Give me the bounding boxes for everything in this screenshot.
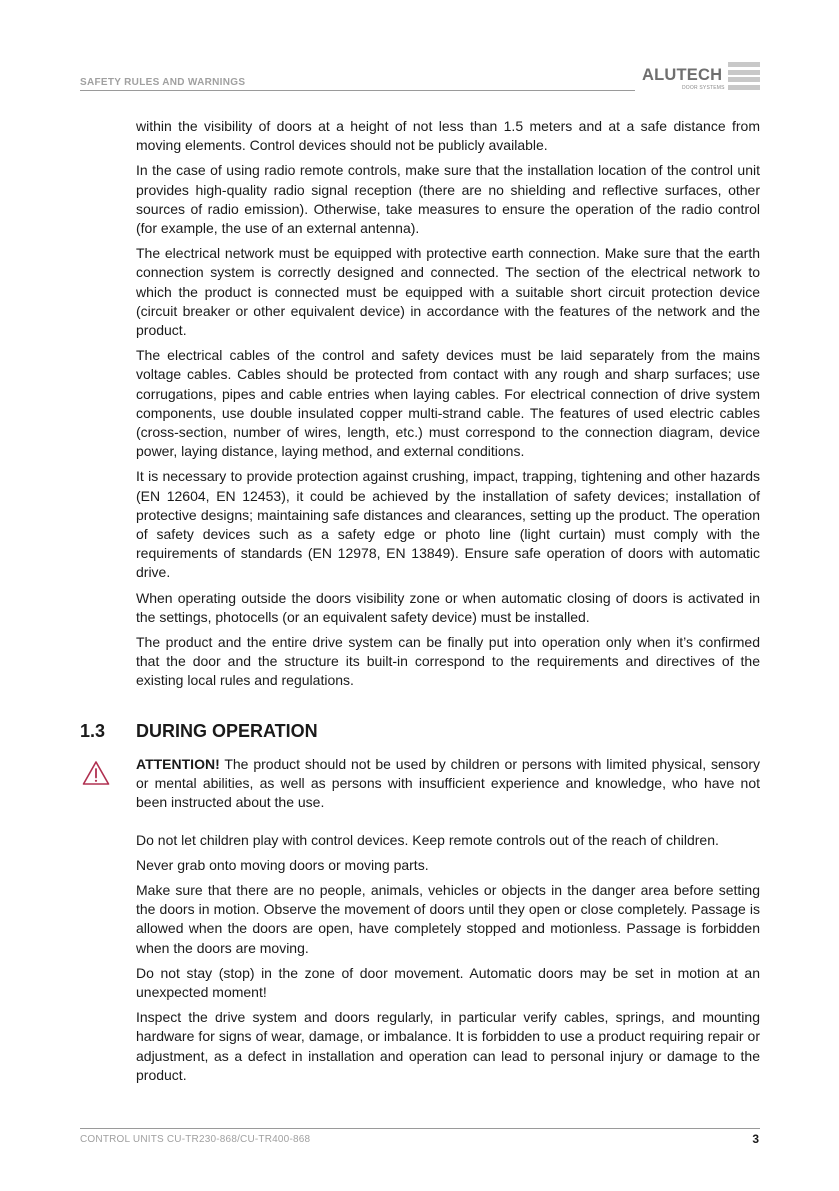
header-rule [80,90,635,91]
page-number: 3 [752,1132,759,1146]
page-header [80,60,760,94]
section-number: 1.3 [80,721,106,741]
paragraph: The product and the entire drive system can be finally put into operation only when it’s confirmed that the door and the structure its built-in correspond to the requirements and directives of the existing local rules and regulations. [136,634,760,689]
paragraph: When operating outside the doors visibility zone or when automatic closing of doors is activated in the settings, photocells (or an equivalent safety device) must be installed. [136,589,760,625]
paragraph: Inspect the drive system and doors regularly, in particular verify cables, springs, and mounting hardware for signs of wear, damage, or imbalance. It is forbidden to use a product requiring repair or adjustment, as a defect in installation and operation can lead to personal injury or damage to the product. [136,1009,760,1083]
paragraph: within the visibility of doors at a height of not less than 1.5 meters and at a safe distance from moving elements. Control devices should not be publicly available. [136,118,760,154]
operation-text [136,755,760,1091]
paragraph: Do not let children play with control devices. Keep remote controls out of the reach of children. [136,831,719,848]
paragraph: It is necessary to provide protection against crushing, impact, trapping, tightening and other hazards (EN 12604, EN 12453), it could be achieved by the installation of safety devices; installation of protective designs; maintaining safe distances and clearances, setting up the product. The operation of safety devices such as a safety edge or photo line (light curtain) must comply with the requirements of standards (EN 12978, EN 13849). Ensure safe operation of doors with automatic drive. [136,468,760,581]
section-title: DURING OPERATION [136,721,318,741]
attention-text: The product should not be used by children or persons with limited physical, sensory or mental abilities, as well as persons with insufficient experience and knowledge, who have not been instructed about the use. [136,756,760,811]
header-section-label: SAFETY RULES AND WARNINGS [80,77,246,88]
footer-rule [80,1128,760,1129]
body-text [136,117,760,697]
paragraph: Do not stay (stop) in the zone of door movement. Automatic doors may be set in motion at an unexpected moment! [136,964,760,1001]
logo-bars-icon [728,62,760,92]
paragraph: In the case of using radio remote controls, make sure that the installation location of the control unit provides high-quality radio signal reception (there are no shielding and reflective surfaces, other sources of radio emission). Otherwise, take measures to ensure the operation of the radio control (for example, the use of an external antenna). [136,162,760,237]
paragraph: The electrical cables of the control and safety devices must be laid separately from the mains voltage cables. Cables should be protected from contact with any rough and sharp surfaces; use corrugations, pipes and cable entries when laying cables. For electrical connection of drive system components, use double insulated copper multi-strand cable. The features of used electric cables (cross-section, number of wires, length, etc.) must correspond to the connection diagram, device power, laying distance, laying method, and external conditions. [136,347,760,460]
attention-paragraph [136,755,760,813]
paragraph: Make sure that there are no people, animals, vehicles or objects in the danger area before setting the doors in motion. Observe the movement of doors until they open or close completely. Passage is allowed when the doors are open, have completely stopped and motionless. Passage is forbidden when the doors are moving. [136,882,760,956]
warning-triangle-icon [82,760,110,786]
paragraph: The electrical network must be equipped with protective earth connection. Make sure that the earth connection system is correctly designed and connected. The section of the electrical network to which the product is connected must be equipped with a suitable short circuit protection device (circuit breaker or other equivalent device) in accordance with the features of the network and the product. [136,245,760,339]
alutech-logo [642,60,760,94]
logo-wordmark: ALUTECH [642,66,723,84]
logo-tagline: DOOR SYSTEMS [682,85,725,91]
footer-product-label: CONTROL UNITS CU-TR230-868/CU-TR400-868 [80,1134,311,1145]
attention-label: ATTENTION! [136,756,220,772]
paragraph: Never grab onto moving doors or moving parts. [136,856,429,873]
